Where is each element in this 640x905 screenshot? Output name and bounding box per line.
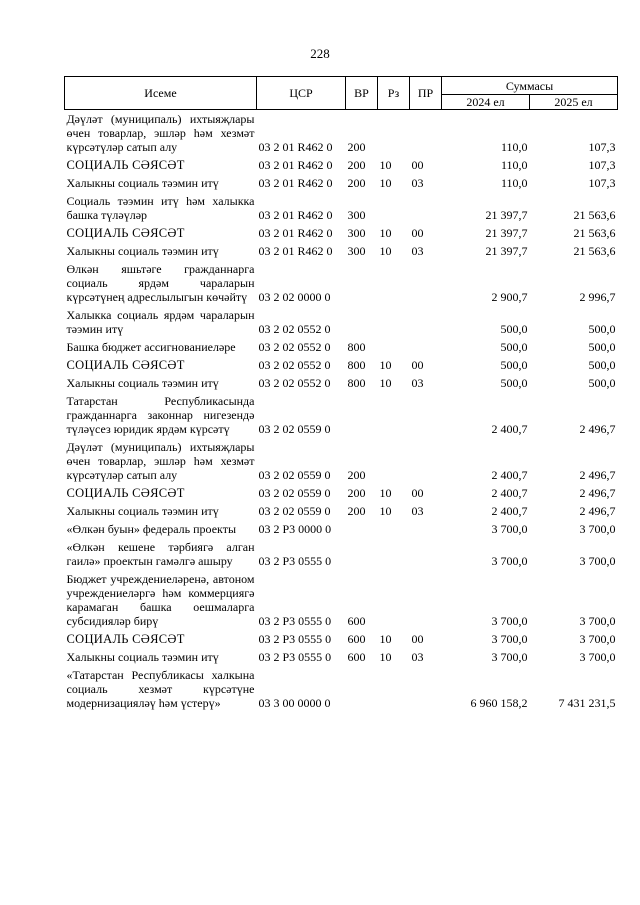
table-row [65, 374, 618, 392]
row-pr: 00 [411, 226, 424, 240]
row-vr: 200 [347, 158, 366, 172]
row-csr: 03 2 02 0000 0 [258, 290, 331, 304]
row-vr: 200 [347, 486, 366, 500]
row-name: СОЦИАЛЬ СӘЯСӘТ [66, 632, 185, 646]
row-pr: 00 [411, 158, 424, 172]
row-sum-2025: 107,3 [588, 158, 616, 172]
row-sum-2025: 21 563,6 [573, 208, 616, 222]
row-name: Дәүләт (муниципаль) ихтыяҗлары өчен товарлар, эшләр һәм хезмәт күрсәтүләр сатып алу [66, 112, 255, 154]
row-rz [378, 338, 410, 356]
row-pr [410, 570, 442, 630]
row-vr: 600 [347, 614, 366, 628]
row-pr [410, 306, 442, 338]
row-vr [346, 538, 378, 570]
row-sum-2025: 107,3 [588, 176, 616, 190]
row-name: Халыкны социаль тәэмин итү [66, 376, 219, 390]
row-sum-2024: 3 700,0 [491, 632, 528, 646]
row-pr [410, 438, 442, 484]
table-row [65, 392, 618, 438]
header-vr: ВР [346, 77, 378, 110]
row-vr: 600 [347, 632, 366, 646]
row-name: «Өлкән буын» федераль проекты [66, 522, 237, 536]
row-sum-2024: 2 400,7 [491, 504, 528, 518]
row-vr [346, 520, 378, 538]
row-name: Өлкән яшьтәге гражданнарга социаль ярдәм чараларын күрсәтүнең адреслылыгын көчәйтү [66, 262, 255, 304]
row-rz: 10 [379, 376, 392, 390]
row-csr: 03 2 01 R462 0 [258, 140, 333, 154]
row-vr: 300 [347, 208, 366, 222]
row-sum-2024: 3 700,0 [491, 614, 528, 628]
row-sum-2024: 110,0 [500, 158, 528, 172]
row-sum-2025: 500,0 [588, 322, 616, 336]
row-name: Халыкны социаль тәэмин итү [66, 650, 219, 664]
row-name: Халыкны социаль тәэмин итү [66, 504, 219, 518]
row-sum-2024: 21 397,7 [485, 226, 528, 240]
row-vr: 800 [347, 376, 366, 390]
table-header [65, 77, 618, 110]
row-csr: 03 2 01 R462 0 [258, 208, 333, 222]
header-name: Исеме [65, 77, 257, 110]
row-pr [410, 338, 442, 356]
row-rz [378, 306, 410, 338]
row-pr: 03 [411, 650, 424, 664]
row-name: Халыкны социаль тәэмин итү [66, 176, 219, 190]
row-csr: 03 3 00 0000 0 [258, 696, 331, 710]
row-csr: 03 2 Р3 0555 0 [258, 554, 332, 568]
table-row [65, 570, 618, 630]
row-vr [346, 666, 378, 712]
row-rz: 10 [379, 632, 392, 646]
row-rz [378, 392, 410, 438]
row-sum-2024: 2 400,7 [491, 486, 528, 500]
row-sum-2025: 3 700,0 [579, 632, 616, 646]
row-rz [378, 438, 410, 484]
row-name: Халыкны социаль тәэмин итү [66, 244, 219, 258]
row-pr: 03 [411, 244, 424, 258]
row-sum-2025: 2 496,7 [579, 468, 616, 482]
header-2024: 2024 ел [442, 95, 530, 110]
table-row [65, 630, 618, 648]
row-pr: 03 [411, 376, 424, 390]
row-sum-2025: 21 563,6 [573, 244, 616, 258]
row-name: СОЦИАЛЬ СӘЯСӘТ [66, 358, 185, 372]
row-pr: 00 [411, 358, 424, 372]
row-sum-2024: 3 700,0 [491, 650, 528, 664]
row-csr: 03 2 02 0559 0 [258, 486, 331, 500]
row-sum-2024: 21 397,7 [485, 244, 528, 258]
row-sum-2025: 3 700,0 [579, 522, 616, 536]
row-vr: 200 [347, 504, 366, 518]
row-name: СОЦИАЛЬ СӘЯСӘТ [66, 226, 185, 240]
row-rz: 10 [379, 176, 392, 190]
row-pr: 03 [411, 504, 424, 518]
row-sum-2024: 3 700,0 [491, 522, 528, 536]
row-sum-2025: 2 496,7 [579, 422, 616, 436]
row-rz: 10 [379, 158, 392, 172]
row-pr [410, 192, 442, 224]
row-sum-2024: 110,0 [500, 176, 528, 190]
row-csr: 03 2 01 R462 0 [258, 158, 333, 172]
row-name: СОЦИАЛЬ СӘЯСӘТ [66, 486, 185, 500]
row-rz [378, 520, 410, 538]
row-sum-2024: 2 400,7 [491, 422, 528, 436]
row-sum-2025: 7 431 231,5 [558, 696, 616, 710]
row-pr: 03 [411, 176, 424, 190]
row-sum-2025: 3 700,0 [579, 614, 616, 628]
row-vr: 600 [347, 650, 366, 664]
row-sum-2024: 500,0 [500, 340, 528, 354]
row-sum-2024: 21 397,7 [485, 208, 528, 222]
header-2025: 2025 ел [530, 95, 618, 110]
row-vr: 800 [347, 340, 366, 354]
row-csr: 03 2 02 0552 0 [258, 358, 331, 372]
header-sums: Суммасы [442, 77, 618, 95]
row-pr: 00 [411, 486, 424, 500]
row-vr [346, 306, 378, 338]
row-pr [410, 110, 442, 157]
row-sum-2025: 2 496,7 [579, 486, 616, 500]
table-row [65, 110, 618, 157]
page-number: 228 [310, 46, 330, 61]
header-rz: Рз [378, 77, 410, 110]
row-rz [378, 666, 410, 712]
table-row [65, 666, 618, 712]
row-sum-2025: 3 700,0 [579, 554, 616, 568]
table-row [65, 224, 618, 242]
row-vr: 200 [347, 468, 366, 482]
row-rz [378, 110, 410, 157]
row-csr: 03 2 02 0552 0 [258, 376, 331, 390]
row-sum-2024: 2 900,7 [491, 290, 528, 304]
row-name: Социаль тәэмин итү һәм халыкка башка түләүләр [66, 194, 255, 222]
row-csr: 03 2 Р3 0000 0 [258, 522, 332, 536]
row-sum-2025: 500,0 [588, 358, 616, 372]
row-rz: 10 [379, 226, 392, 240]
row-rz: 10 [379, 358, 392, 372]
row-name: СОЦИАЛЬ СӘЯСӘТ [66, 158, 185, 172]
row-vr: 200 [347, 140, 366, 154]
row-sum-2025: 500,0 [588, 376, 616, 390]
table-row [65, 306, 618, 338]
row-sum-2024: 500,0 [500, 376, 528, 390]
row-sum-2024: 500,0 [500, 358, 528, 372]
table-row [65, 242, 618, 260]
row-csr: 03 2 Р3 0555 0 [258, 632, 332, 646]
row-csr: 03 2 02 0552 0 [258, 322, 331, 336]
table-row [65, 260, 618, 306]
row-name: Дәүләт (муниципаль) ихтыяҗлары өчен товарлар, эшләр һәм хезмәт күрсәтүләр сатып алу [66, 440, 255, 482]
row-rz [378, 192, 410, 224]
row-sum-2024: 110,0 [500, 140, 528, 154]
table-row [65, 338, 618, 356]
row-pr [410, 538, 442, 570]
row-sum-2025: 2 996,7 [579, 290, 616, 304]
table-row [65, 174, 618, 192]
row-sum-2024: 3 700,0 [491, 554, 528, 568]
row-name: Башка бюджет ассигнованиеләре [66, 340, 236, 354]
row-csr: 03 2 Р3 0555 0 [258, 650, 332, 664]
row-vr: 200 [347, 176, 366, 190]
row-rz: 10 [379, 244, 392, 258]
row-sum-2025: 500,0 [588, 340, 616, 354]
row-vr: 300 [347, 226, 366, 240]
row-pr [410, 392, 442, 438]
row-rz [378, 538, 410, 570]
row-csr: 03 2 01 R462 0 [258, 244, 333, 258]
budget-table [64, 76, 618, 712]
table-row [65, 356, 618, 374]
row-sum-2024: 2 400,7 [491, 468, 528, 482]
row-rz [378, 570, 410, 630]
table-row [65, 192, 618, 224]
row-sum-2025: 21 563,6 [573, 226, 616, 240]
row-sum-2025: 2 496,7 [579, 504, 616, 518]
row-csr: 03 2 02 0559 0 [258, 504, 331, 518]
row-name: Татарстан Республикасында гражданнарга законнар нигезендә түләүсез юридик ярдәм күрсәтү [66, 394, 255, 436]
row-name: Бюджет учреждениеләренә, автоном учреждениеләргә һәм коммерциягә карамаган башка оешмаларга субсидияләр бирү [66, 572, 255, 628]
row-rz: 10 [379, 504, 392, 518]
table-row [65, 520, 618, 538]
row-csr: 03 2 Р3 0555 0 [258, 614, 332, 628]
row-csr: 03 2 01 R462 0 [258, 176, 333, 190]
row-vr [346, 260, 378, 306]
row-pr [410, 666, 442, 712]
table-row [65, 502, 618, 520]
row-sum-2025: 107,3 [588, 140, 616, 154]
row-vr [346, 392, 378, 438]
row-sum-2024: 6 960 158,2 [470, 696, 528, 710]
row-vr: 800 [347, 358, 366, 372]
row-pr [410, 260, 442, 306]
row-pr [410, 520, 442, 538]
row-sum-2025: 3 700,0 [579, 650, 616, 664]
table-row [65, 438, 618, 484]
table-row [65, 156, 618, 174]
header-pr: ПР [410, 77, 442, 110]
row-pr: 00 [411, 632, 424, 646]
row-rz: 10 [379, 486, 392, 500]
table-row [65, 648, 618, 666]
row-name: Халыкка социаль ярдәм чараларын тәэмин итү [66, 308, 255, 336]
row-csr: 03 2 02 0559 0 [258, 422, 331, 436]
row-name: «Өлкән кешене тәрбиягә алган гаилә» проектын гамәлгә ашыру [66, 540, 255, 568]
row-rz: 10 [379, 650, 392, 664]
row-csr: 03 2 02 0552 0 [258, 340, 331, 354]
row-vr: 300 [347, 244, 366, 258]
row-sum-2024: 500,0 [500, 322, 528, 336]
table-body [65, 110, 618, 713]
table-row [65, 484, 618, 502]
row-csr: 03 2 02 0559 0 [258, 468, 331, 482]
row-rz [378, 260, 410, 306]
row-csr: 03 2 01 R462 0 [258, 226, 333, 240]
row-name: «Татарстан Республикасы халкына социаль хезмәт күрсәтүне модернизацияләү һәм үстерү» [66, 668, 255, 710]
header-csr: ЦСР [257, 77, 346, 110]
table-row [65, 538, 618, 570]
